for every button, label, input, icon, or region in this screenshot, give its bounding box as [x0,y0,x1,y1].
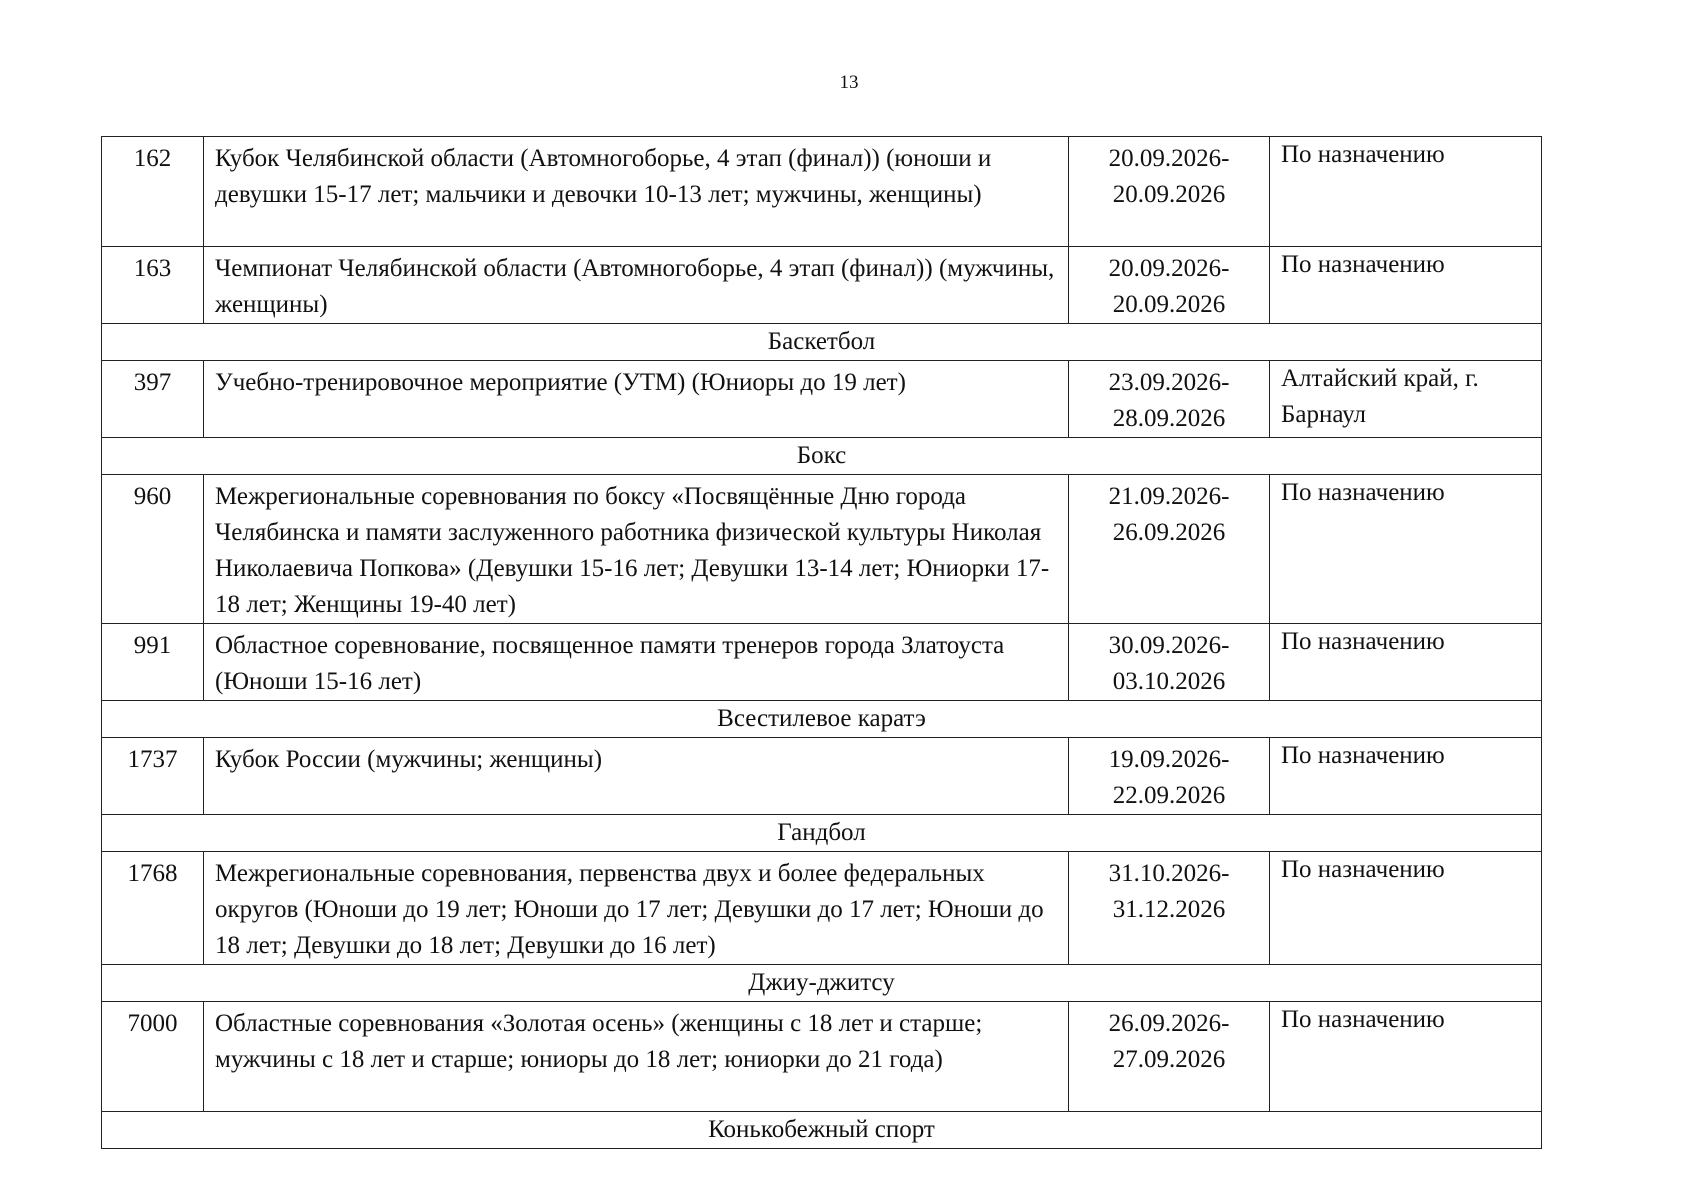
event-number: 960 [102,475,204,624]
section-header-row [102,701,1542,738]
section-header-row [102,815,1542,852]
event-place: По назначению [1270,247,1542,324]
section-header-row [102,965,1542,1002]
section-title: Джиу-джитсу [102,965,1542,1002]
date-end: 31.12.2026 [1112,896,1226,923]
event-name: Учебно-тренировочное мероприятие (УТМ) (Юниоры до 19 лет) [204,361,1069,438]
events-table [101,136,1542,1149]
event-number: 7000 [102,1002,204,1112]
events-table-body [102,137,1542,1149]
event-name: Областное соревнование, посвященное памяти тренеров города Златоуста (Юноши 15-16 лет) [204,624,1069,701]
section-title: Всестилевое каратэ [102,701,1542,738]
date-start: 19.09.2026- [1108,746,1230,773]
event-number: 991 [102,624,204,701]
event-place: По назначению [1270,852,1542,965]
date-start: 20.09.2026- [1108,255,1230,282]
event-place: По назначению [1270,475,1542,624]
event-dates [1069,852,1270,965]
event-number: 397 [102,361,204,438]
event-number: 1768 [102,852,204,965]
date-end: 20.09.2026 [1112,181,1226,208]
event-number: 1737 [102,738,204,815]
section-title: Конькобежный спорт [102,1112,1542,1149]
event-row [102,852,1542,965]
section-header-row [102,324,1542,361]
event-name: Чемпионат Челябинской области (Автомногоборье, 4 этап (финал)) (мужчины, женщины) [204,247,1069,324]
event-place: По назначению [1270,738,1542,815]
event-number: 162 [102,137,204,247]
event-name: Кубок Челябинской области (Автомногоборье, 4 этап (финал)) (юноши и девушки 15-17 лет; мальчики и девочки 10-13 лет; мужчины, женщины) [204,137,1069,247]
event-row [102,361,1542,438]
section-title: Гандбол [102,815,1542,852]
event-dates [1069,247,1270,324]
section-title: Бокс [102,438,1542,475]
date-end: 27.09.2026 [1112,1046,1226,1073]
event-dates [1069,361,1270,438]
page-number: 13 [839,72,859,93]
date-start: 26.09.2026- [1108,1010,1230,1037]
event-dates [1069,137,1270,247]
event-place: По назначению [1270,624,1542,701]
event-row [102,1002,1542,1112]
event-row [102,137,1542,247]
event-place: По назначению [1270,1002,1542,1112]
section-title: Баскетбол [102,324,1542,361]
date-end: 26.09.2026 [1112,519,1226,546]
event-dates [1069,738,1270,815]
date-start: 30.09.2026- [1108,632,1230,659]
date-end: 03.10.2026 [1112,668,1226,695]
section-header-row [102,1112,1542,1149]
event-name: Кубок России (мужчины; женщины) [204,738,1069,815]
date-start: 20.09.2026- [1108,145,1230,172]
event-number: 163 [102,247,204,324]
event-row [102,738,1542,815]
event-row [102,475,1542,624]
date-start: 21.09.2026- [1108,483,1230,510]
event-dates [1069,1002,1270,1112]
event-dates [1069,624,1270,701]
event-row [102,624,1542,701]
event-place: Алтайский край, г. Барнаул [1270,361,1542,438]
event-place: По назначению [1270,137,1542,247]
date-end: 22.09.2026 [1112,782,1226,809]
date-start: 31.10.2026- [1108,860,1230,887]
event-name: Областные соревнования «Золотая осень» (женщины с 18 лет и старше; мужчины с 18 лет и старше; юниоры до 18 лет; юниорки до 21 года) [204,1002,1069,1112]
event-row [102,247,1542,324]
event-dates [1069,475,1270,624]
event-name: Межрегиональные соревнования, первенства двух и более федеральных округов (Юноши до 19 лет; Юноши до 17 лет; Девушки до 17 лет; Юноши до 18 лет; Девушки до 18 лет; Девушки до 16 лет) [204,852,1069,965]
date-end: 28.09.2026 [1112,405,1226,432]
section-header-row [102,438,1542,475]
event-name: Межрегиональные соревнования по боксу «Посвящённые Дню города Челябинска и памяти заслуженного работника физической культуры Николая Николаевича Попкова» (Девушки 15-16 лет; Девушки 13-14 лет; Юниорки 17-18 лет; Женщины 19-40 лет) [204,475,1069,624]
date-end: 20.09.2026 [1112,291,1226,318]
date-start: 23.09.2026- [1108,369,1230,396]
